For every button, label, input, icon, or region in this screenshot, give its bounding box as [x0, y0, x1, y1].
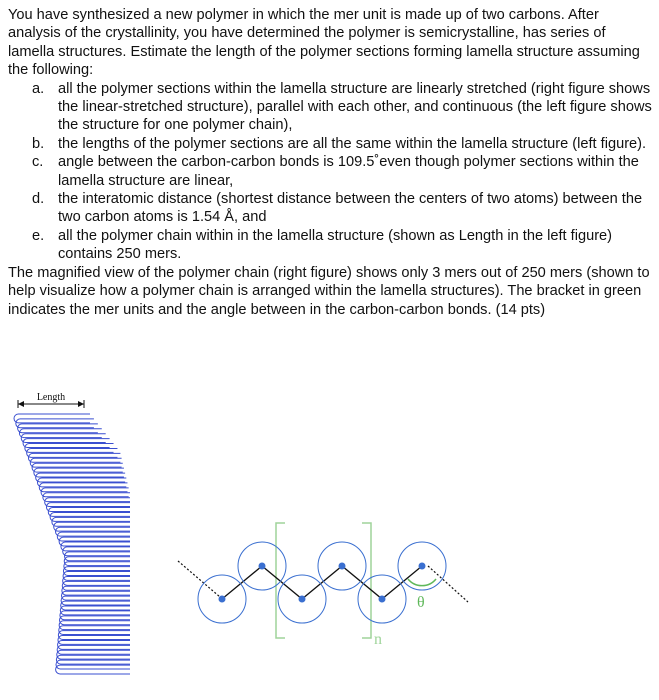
- assumption-text: the interatomic distance (shortest distance between the centers of two atoms) between the two carbon atoms is 1.54 Å, and: [58, 191, 643, 226]
- assumption-marker: c.: [32, 154, 44, 171]
- assumption-item: [8, 80, 653, 135]
- assumption-text: angle between the carbon-carbon bonds is 109.5˚even though polymer sections within the lamella structure are linear,: [58, 154, 639, 189]
- length-arrow-left-head: [18, 401, 24, 407]
- assumption-marker: a.: [32, 80, 45, 97]
- atom-center: [339, 563, 346, 570]
- problem-statement: [8, 6, 653, 319]
- bond-angle-arc: [408, 579, 436, 586]
- problem-closing: The magnified view of the polymer chain (right figure) shows only 3 mers out of 250 mers (shown to help visualize how a polymer chain is arranged within the lamella structures). The bracket in green indicates the mer units and the angle between in the carbon-carbon bonds. (14 pts): [8, 264, 650, 318]
- atom-center: [219, 596, 226, 603]
- length-arrow-right-head: [78, 401, 84, 407]
- assumption-item: [8, 190, 653, 227]
- atom-center: [379, 596, 386, 603]
- lamella-folds: [14, 414, 130, 674]
- assumption-item: [8, 153, 653, 190]
- assumption-text: all the polymer sections within the lamella structure are linearly stretched (right figure shows the linear-stretched structure), parallel with each other, and continuous (the left figure shows the structure for one polymer chain),: [58, 80, 652, 134]
- assumption-item: [8, 227, 653, 264]
- bond-angle-label: θ: [417, 594, 425, 611]
- problem-intro: You have synthesized a new polymer in which the mer unit is made up of two carbons. After analysis of the crystallinity, you have determined the polymer is semicrystalline, has series of lamella structures. Estimate the length of the polymer sections forming lamella structure assuming the following:: [8, 7, 640, 79]
- assumption-text: the lengths of the polymer sections are all the same within the lamella structure (left figure).: [58, 135, 647, 152]
- assumption-item: [8, 135, 653, 153]
- assumption-text: all the polymer chain within in the lamella structure (shown as Length in the left figure) contains 250 mers.: [58, 227, 613, 263]
- assumption-marker: e.: [32, 227, 45, 244]
- assumption-list: [8, 80, 653, 264]
- atom-center: [419, 563, 426, 570]
- assumption-marker: b.: [32, 135, 45, 152]
- assumption-marker: d.: [32, 191, 45, 208]
- chain-figure: [178, 523, 468, 648]
- atom-center: [299, 596, 306, 603]
- carbon-backbone: [222, 566, 422, 599]
- atom-center: [259, 563, 266, 570]
- length-label: Length: [36, 392, 66, 403]
- lamella-figure: [14, 392, 130, 674]
- chain-end-right: [428, 566, 468, 602]
- figures: [0, 380, 659, 700]
- repeat-unit-label: n: [374, 631, 382, 648]
